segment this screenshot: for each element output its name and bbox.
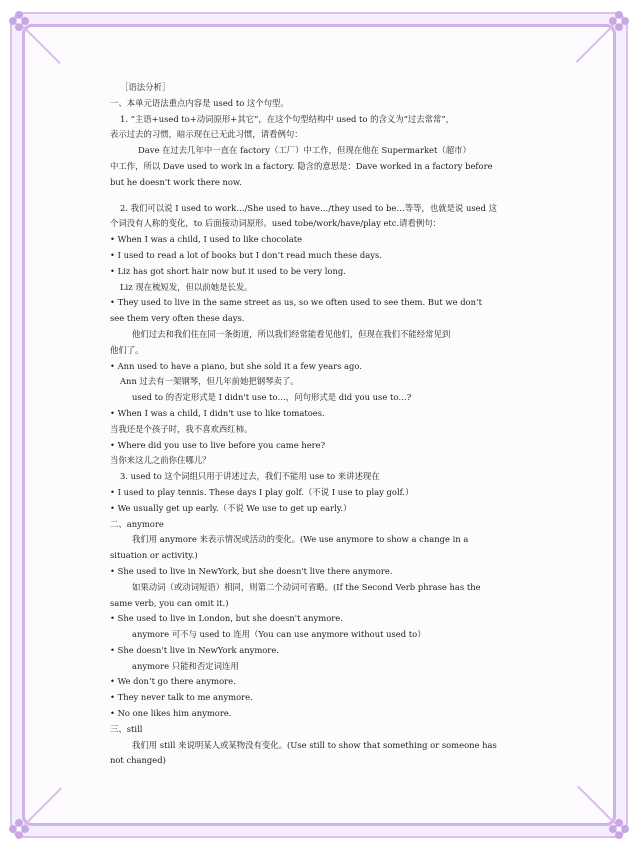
text-line: 当你来这儿之前你住哪儿？ <box>110 455 211 466</box>
text-line: 当我还是个孩子时，我不喜欢西红柿。 <box>110 423 253 434</box>
text-line: • She used to live in NewYork, but she doesn't live there anymore. <box>110 565 393 576</box>
text-line: 3. used to 这个词组只用于讲述过去，我们不能用 use to 来讲述现在 <box>120 471 380 482</box>
text-line: • She doesn't live in NewYork anymore. <box>110 644 279 655</box>
flower-icon <box>8 10 30 32</box>
text-line: • I used to read a lot of books but I don’t read much these days. <box>110 249 382 260</box>
text-line: situation or activity.) <box>110 550 198 561</box>
text-line: 1. “主语+used to+动词原形+其它”，在这个句型结构中 used to 的含义为“过去常常”， <box>120 113 455 124</box>
text-line: • They used to live in the same street as us, so we often used to see them. But we don’t <box>110 297 483 308</box>
text-line: • She used to live in London, but she doesn't anymore. <box>110 613 343 624</box>
text-line: • I used to play tennis. These days I play golf.（不说 I use to play golf.） <box>110 486 414 497</box>
text-line: 个词没有人称的变化，to 后面接动词原形。used tobe/work/have/play etc.请看例句： <box>110 218 442 229</box>
text-line: 中工作，所以 Dave used to work in a factory. 隐含的意思是：Dave worked in a factory before <box>110 160 493 171</box>
text-line: • Liz has got short hair now but it used to be very long. <box>110 265 346 276</box>
flower-icon <box>8 818 30 840</box>
text-line: 2. 我们可以说 I used to work…/She used to have…/they used to be…等等，也就是说 used 这 <box>120 202 498 213</box>
text-line: • We usually get up early.（不说 We use to get up early.） <box>110 502 352 513</box>
text-line: 如果动词（或动词短语）相同，则第二个动词可省略。(If the Second Verb phrase has the <box>132 581 481 592</box>
flower-icon <box>608 10 630 32</box>
document-body <box>110 80 536 769</box>
text-line: • When I was a child, I didn't use to like tomatoes. <box>110 407 325 418</box>
text-line: 他们了。 <box>110 344 144 355</box>
text-line: 他们过去和我们住在同一条街道，所以我们经常能看见他们，但现在我们不能经常见到 <box>132 328 451 339</box>
text-line: 我们用 anymore 来表示情况或活动的变化。(We use anymore to show a change in a <box>132 534 469 545</box>
text-line: • Where did you use to live before you came here? <box>110 439 326 450</box>
text-line: 二、anymore <box>110 518 164 529</box>
text-line: Liz 现在梳短发，但以前她是长发。 <box>120 281 253 292</box>
flower-icon <box>608 818 630 840</box>
text-line: 表示过去的习惯，暗示现在已无此习惯，请看例句： <box>110 129 303 140</box>
text-line: 我们用 still 来说明某人或某物没有变化。(Use still to show that something or someone has <box>132 739 497 750</box>
text-line: • Ann used to have a piano, but she sold it a few years ago. <box>110 360 362 371</box>
text-line: not changed) <box>110 755 166 766</box>
text-line: same verb, you can omit it.) <box>110 597 229 608</box>
text-line: 三、still <box>110 723 143 734</box>
text-line: • No one likes him anymore. <box>110 708 232 719</box>
text-line: • We don’t go there anymore. <box>110 676 236 687</box>
text-line <box>110 191 536 201</box>
text-line: Ann 过去有一架钢琴，但几年前她把钢琴卖了。 <box>120 376 299 387</box>
text-line: Dave 在过去几年中一直在 factory（工厂）中工作，但现在他在 Supermarket（超市） <box>138 145 471 156</box>
text-line: 一、本单元语法重点内容是 used to 这个句型。 <box>110 97 289 108</box>
text-line: • When I was a child, I used to like chocolate <box>110 234 303 245</box>
text-line: anymore 可不与 used to 连用（You can use anymore without used to） <box>132 629 426 640</box>
text-line: anymore 只能和否定词连用 <box>132 660 239 671</box>
text-line: ［语法分析］ <box>120 82 171 92</box>
text-line: • They never talk to me anymore. <box>110 692 253 703</box>
text-line: but he doesn't work there now. <box>110 176 242 187</box>
text-line: used to 的否定形式是 I didn't use to…，问句形式是 did you use to…? <box>132 392 412 403</box>
text-line: see them very often these days. <box>110 313 245 324</box>
